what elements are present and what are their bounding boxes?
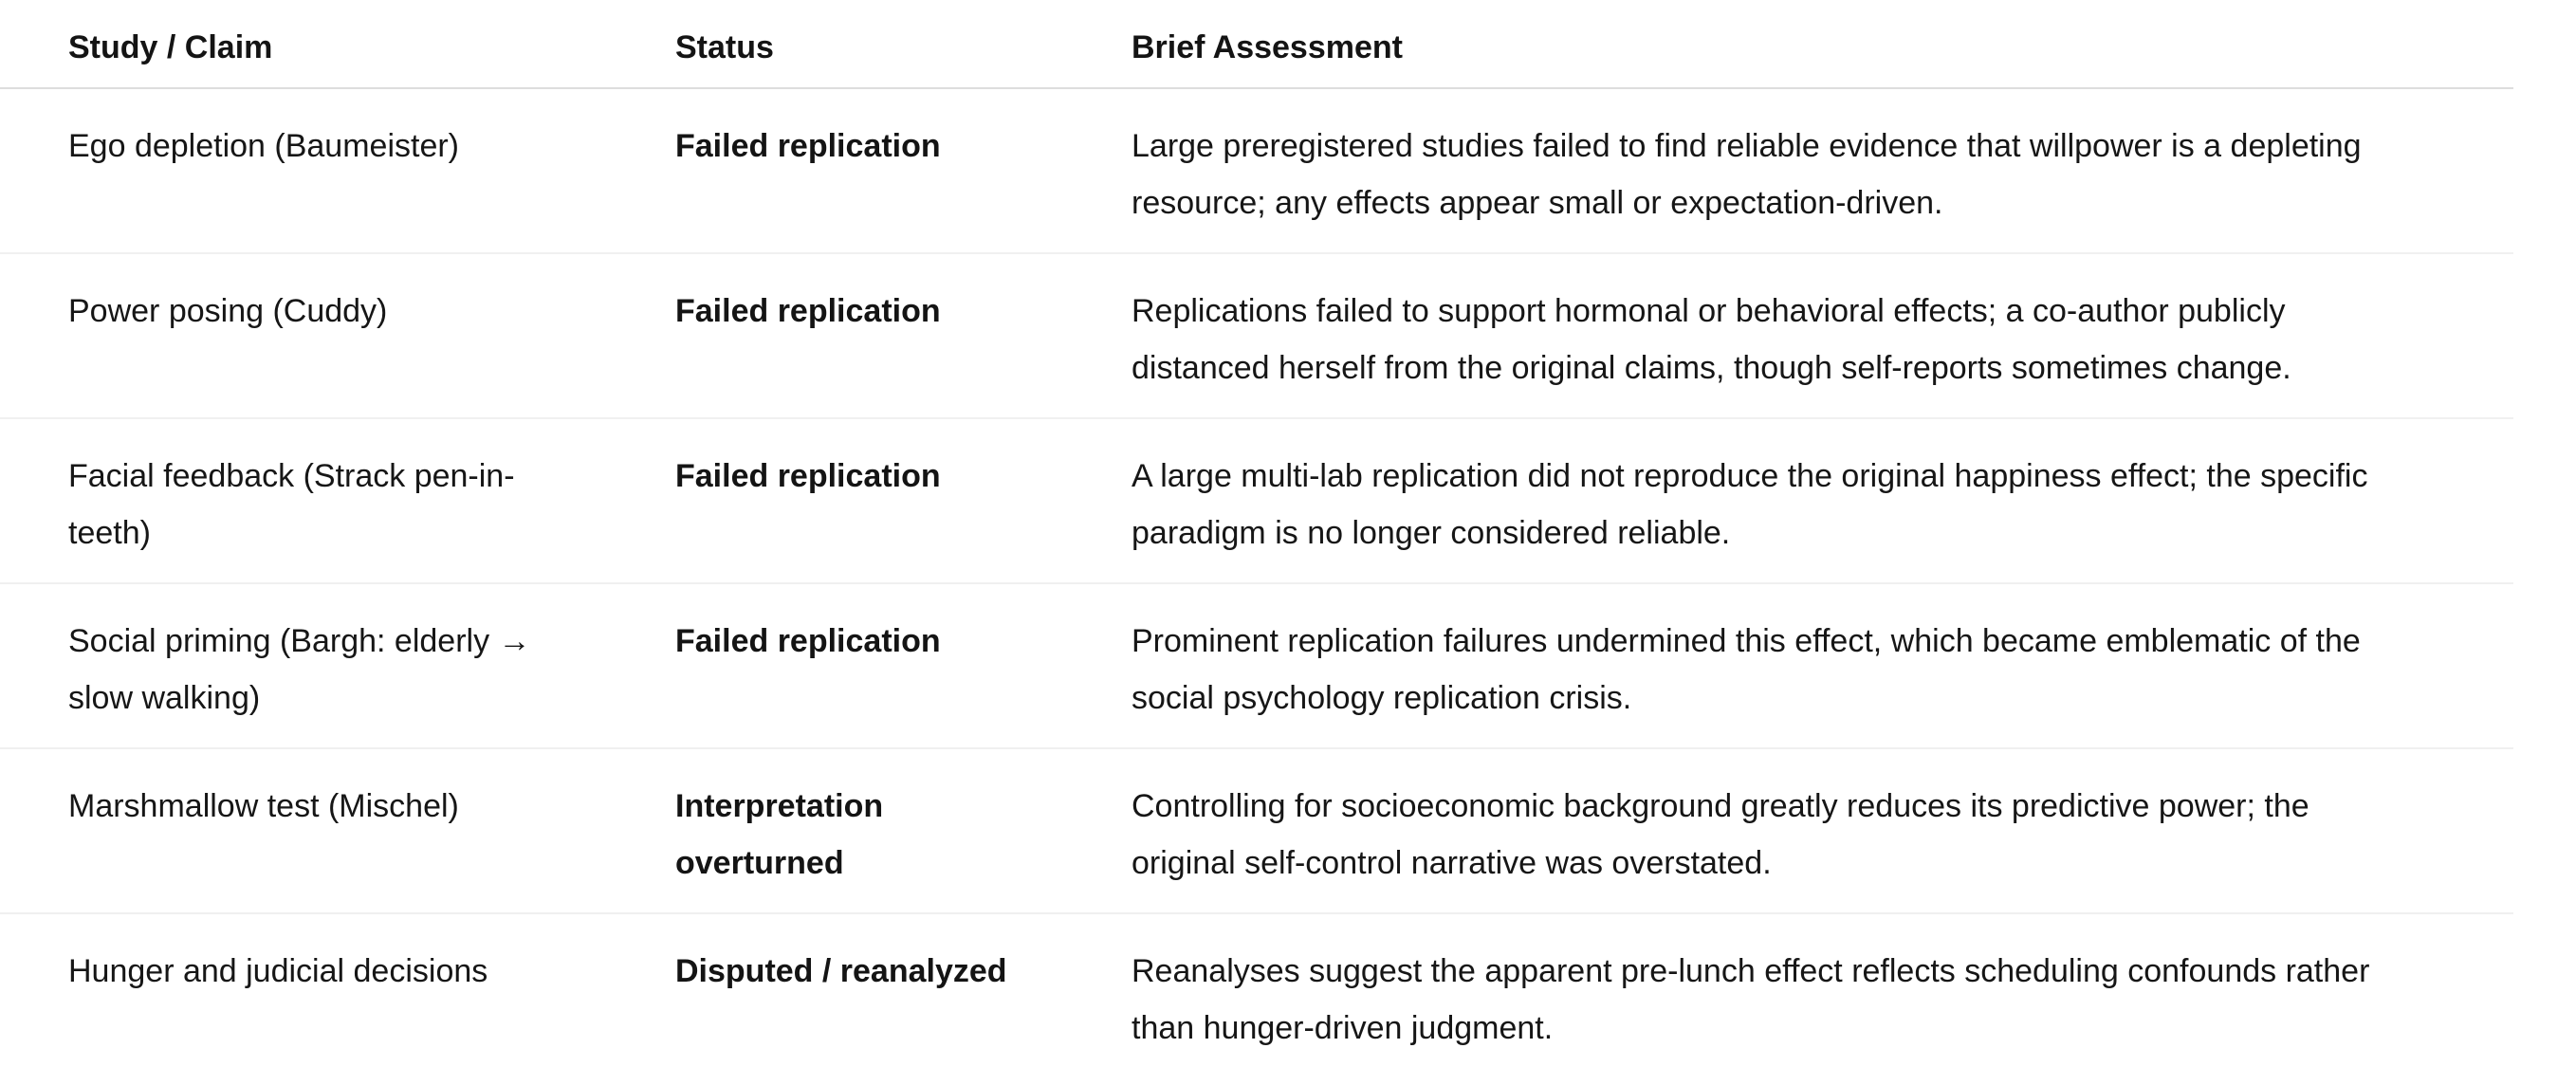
status-cell bbox=[607, 89, 1063, 252]
cell-line: Replications failed to support hormonal or behavioral effects; a co-author publicly bbox=[1132, 293, 2286, 329]
status-cell bbox=[607, 914, 1063, 1079]
study-claim-cell bbox=[0, 254, 607, 417]
column-header-study-claim: Study / Claim bbox=[68, 29, 273, 65]
cell-line: Social priming (Bargh: elderly → bbox=[68, 623, 531, 659]
cell-line: Ego depletion (Baumeister) bbox=[68, 128, 460, 164]
cell-line: Failed replication bbox=[675, 458, 941, 494]
cell-line: Facial feedback (Strack pen-in- bbox=[68, 458, 515, 494]
cell-line: resource; any effects appear small or expectation-driven. bbox=[1132, 185, 1943, 221]
cell-line: Interpretation bbox=[675, 788, 884, 824]
cell-line: Large preregistered studies failed to find reliable evidence that willpower is a depleting bbox=[1132, 128, 2362, 164]
assessment-cell bbox=[1063, 914, 2513, 1079]
cell-line: teeth) bbox=[68, 515, 151, 551]
cell-line: distanced herself from the original claims, though self-reports sometimes change. bbox=[1132, 350, 2291, 386]
cell-line: Prominent replication failures undermined this effect, which became emblematic of the bbox=[1132, 623, 2361, 659]
cell-line: Failed replication bbox=[675, 128, 941, 164]
status-cell bbox=[607, 254, 1063, 417]
table-row bbox=[0, 419, 2513, 584]
cell-line: paradigm is no longer considered reliable. bbox=[1132, 515, 1731, 551]
table-header-row bbox=[0, 0, 2513, 89]
cell-line: than hunger-driven judgment. bbox=[1132, 1010, 1554, 1046]
assessment-cell bbox=[1063, 419, 2513, 582]
table-row bbox=[0, 749, 2513, 914]
study-claim-cell bbox=[0, 89, 607, 252]
table-row bbox=[0, 89, 2513, 254]
status-cell bbox=[607, 419, 1063, 582]
cell-line: Failed replication bbox=[675, 623, 941, 659]
cell-line: Disputed / reanalyzed bbox=[675, 953, 1007, 989]
assessment-cell bbox=[1063, 584, 2513, 747]
status-cell bbox=[607, 749, 1063, 912]
column-header-brief-assessment: Brief Assessment bbox=[1132, 29, 1403, 65]
assessment-cell bbox=[1063, 749, 2513, 912]
cell-line: slow walking) bbox=[68, 680, 261, 716]
cell-line: Marshmallow test (Mischel) bbox=[68, 788, 459, 824]
cell-line: original self-control narrative was overstated. bbox=[1132, 845, 1772, 881]
study-claim-cell bbox=[0, 584, 607, 747]
study-claim-cell bbox=[0, 419, 607, 582]
status-cell bbox=[607, 584, 1063, 747]
cell-line: Controlling for socioeconomic background greatly reduces its predictive power; the bbox=[1132, 788, 2309, 824]
table-row bbox=[0, 254, 2513, 419]
table-row bbox=[0, 914, 2513, 1079]
cell-line: Power posing (Cuddy) bbox=[68, 293, 388, 329]
assessment-cell bbox=[1063, 254, 2513, 417]
cell-line: A large multi-lab replication did not reproduce the original happiness effect; the specific bbox=[1132, 458, 2368, 494]
study-claim-cell bbox=[0, 749, 607, 912]
assessment-cell bbox=[1063, 89, 2513, 252]
column-header-status: Status bbox=[675, 29, 774, 65]
cell-line: overturned bbox=[675, 845, 844, 881]
cell-line: Hunger and judicial decisions bbox=[68, 953, 488, 989]
cell-line: Failed replication bbox=[675, 293, 941, 329]
cell-line: social psychology replication crisis. bbox=[1132, 680, 1632, 716]
study-claim-cell bbox=[0, 914, 607, 1079]
cell-line: Reanalyses suggest the apparent pre-lunch effect reflects scheduling confounds rather bbox=[1132, 953, 2370, 989]
table-row bbox=[0, 584, 2513, 749]
